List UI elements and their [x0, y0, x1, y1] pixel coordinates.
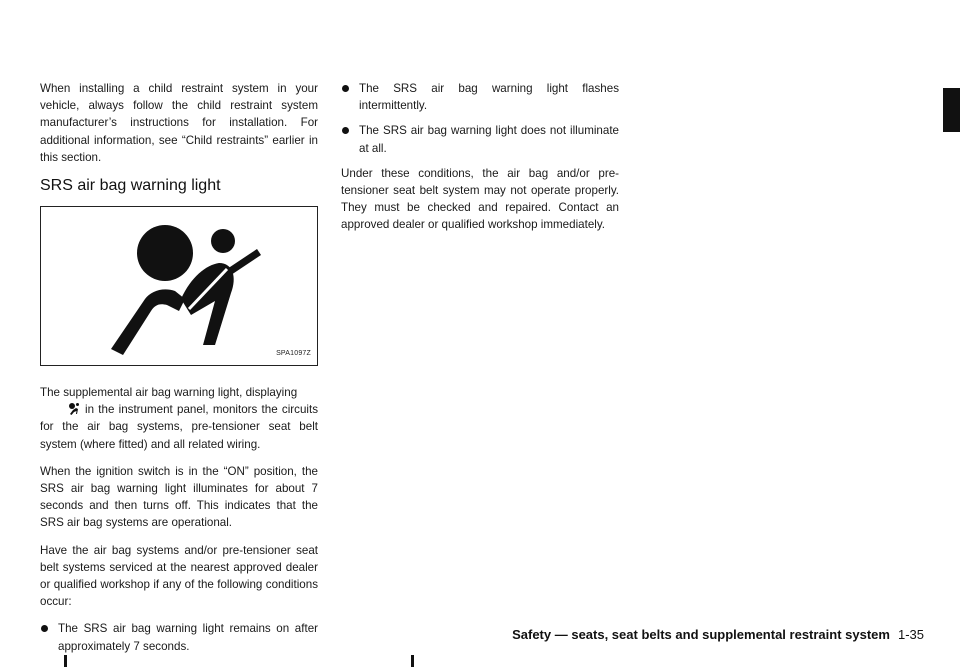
- page-number: 1-35: [897, 627, 924, 642]
- bullet-icon: [41, 625, 48, 632]
- condition-list-left: [40, 620, 318, 654]
- ignition-paragraph: When the ignition switch is in the “ON” position, the SRS air bag warning light illuminates for about 7 seconds and then turns off. This indicates that the SRS air bag systems are operational.: [40, 464, 318, 530]
- crop-mark: [64, 655, 67, 667]
- figure-code: SPA1097Z: [276, 349, 311, 357]
- service-paragraph: Have the air bag systems and/or pre-tensioner seat belt systems serviced at the nearest approved dealer or qualified workshop if any of the following conditions occur:: [40, 543, 318, 609]
- chapter-tab: [943, 88, 960, 132]
- conditions-paragraph: Under these conditions, the air bag and/or pre-tensioner seat belt system may not operate properly. They must be checked and repaired. Contact an approved dealer or qualified workshop immediately.: [341, 166, 619, 232]
- airbag-warning-icon: [41, 207, 317, 365]
- list-item: The SRS air bag warning light remains on after approximately 7 seconds.: [40, 620, 318, 654]
- list-item: The SRS air bag warning light flashes intermittently.: [341, 80, 619, 114]
- right-column: [341, 80, 619, 244]
- intro-paragraph: When installing a child restraint system in your vehicle, always follow the child restraint system manufacturer’s instructions for installation. For additional information, see “Child restraints” earlier in this section.: [40, 82, 318, 164]
- airbag-warning-figure: [40, 206, 318, 366]
- left-column: [40, 80, 318, 663]
- warning-light-paragraph: [40, 384, 318, 453]
- condition-list-right: [341, 80, 619, 157]
- airbag-warning-icon: [68, 402, 81, 415]
- bullet-icon: [342, 85, 349, 92]
- list-item: The SRS air bag warning light does not illuminate at all.: [341, 122, 619, 156]
- para1-end: in the instrument panel, monitors the circuits for the air bag systems, pre-tensioner seat belt system (where fitted) and all related wiring.: [40, 403, 318, 451]
- page-footer: [512, 627, 924, 642]
- section-heading: SRS air bag warning light: [40, 177, 221, 195]
- para1-start: The supplemental air bag warning light, displaying: [40, 386, 298, 400]
- footer-section: Safety — seats, seat belts and supplemental restraint system: [512, 627, 890, 642]
- crop-mark: [411, 655, 414, 667]
- bullet-icon: [342, 127, 349, 134]
